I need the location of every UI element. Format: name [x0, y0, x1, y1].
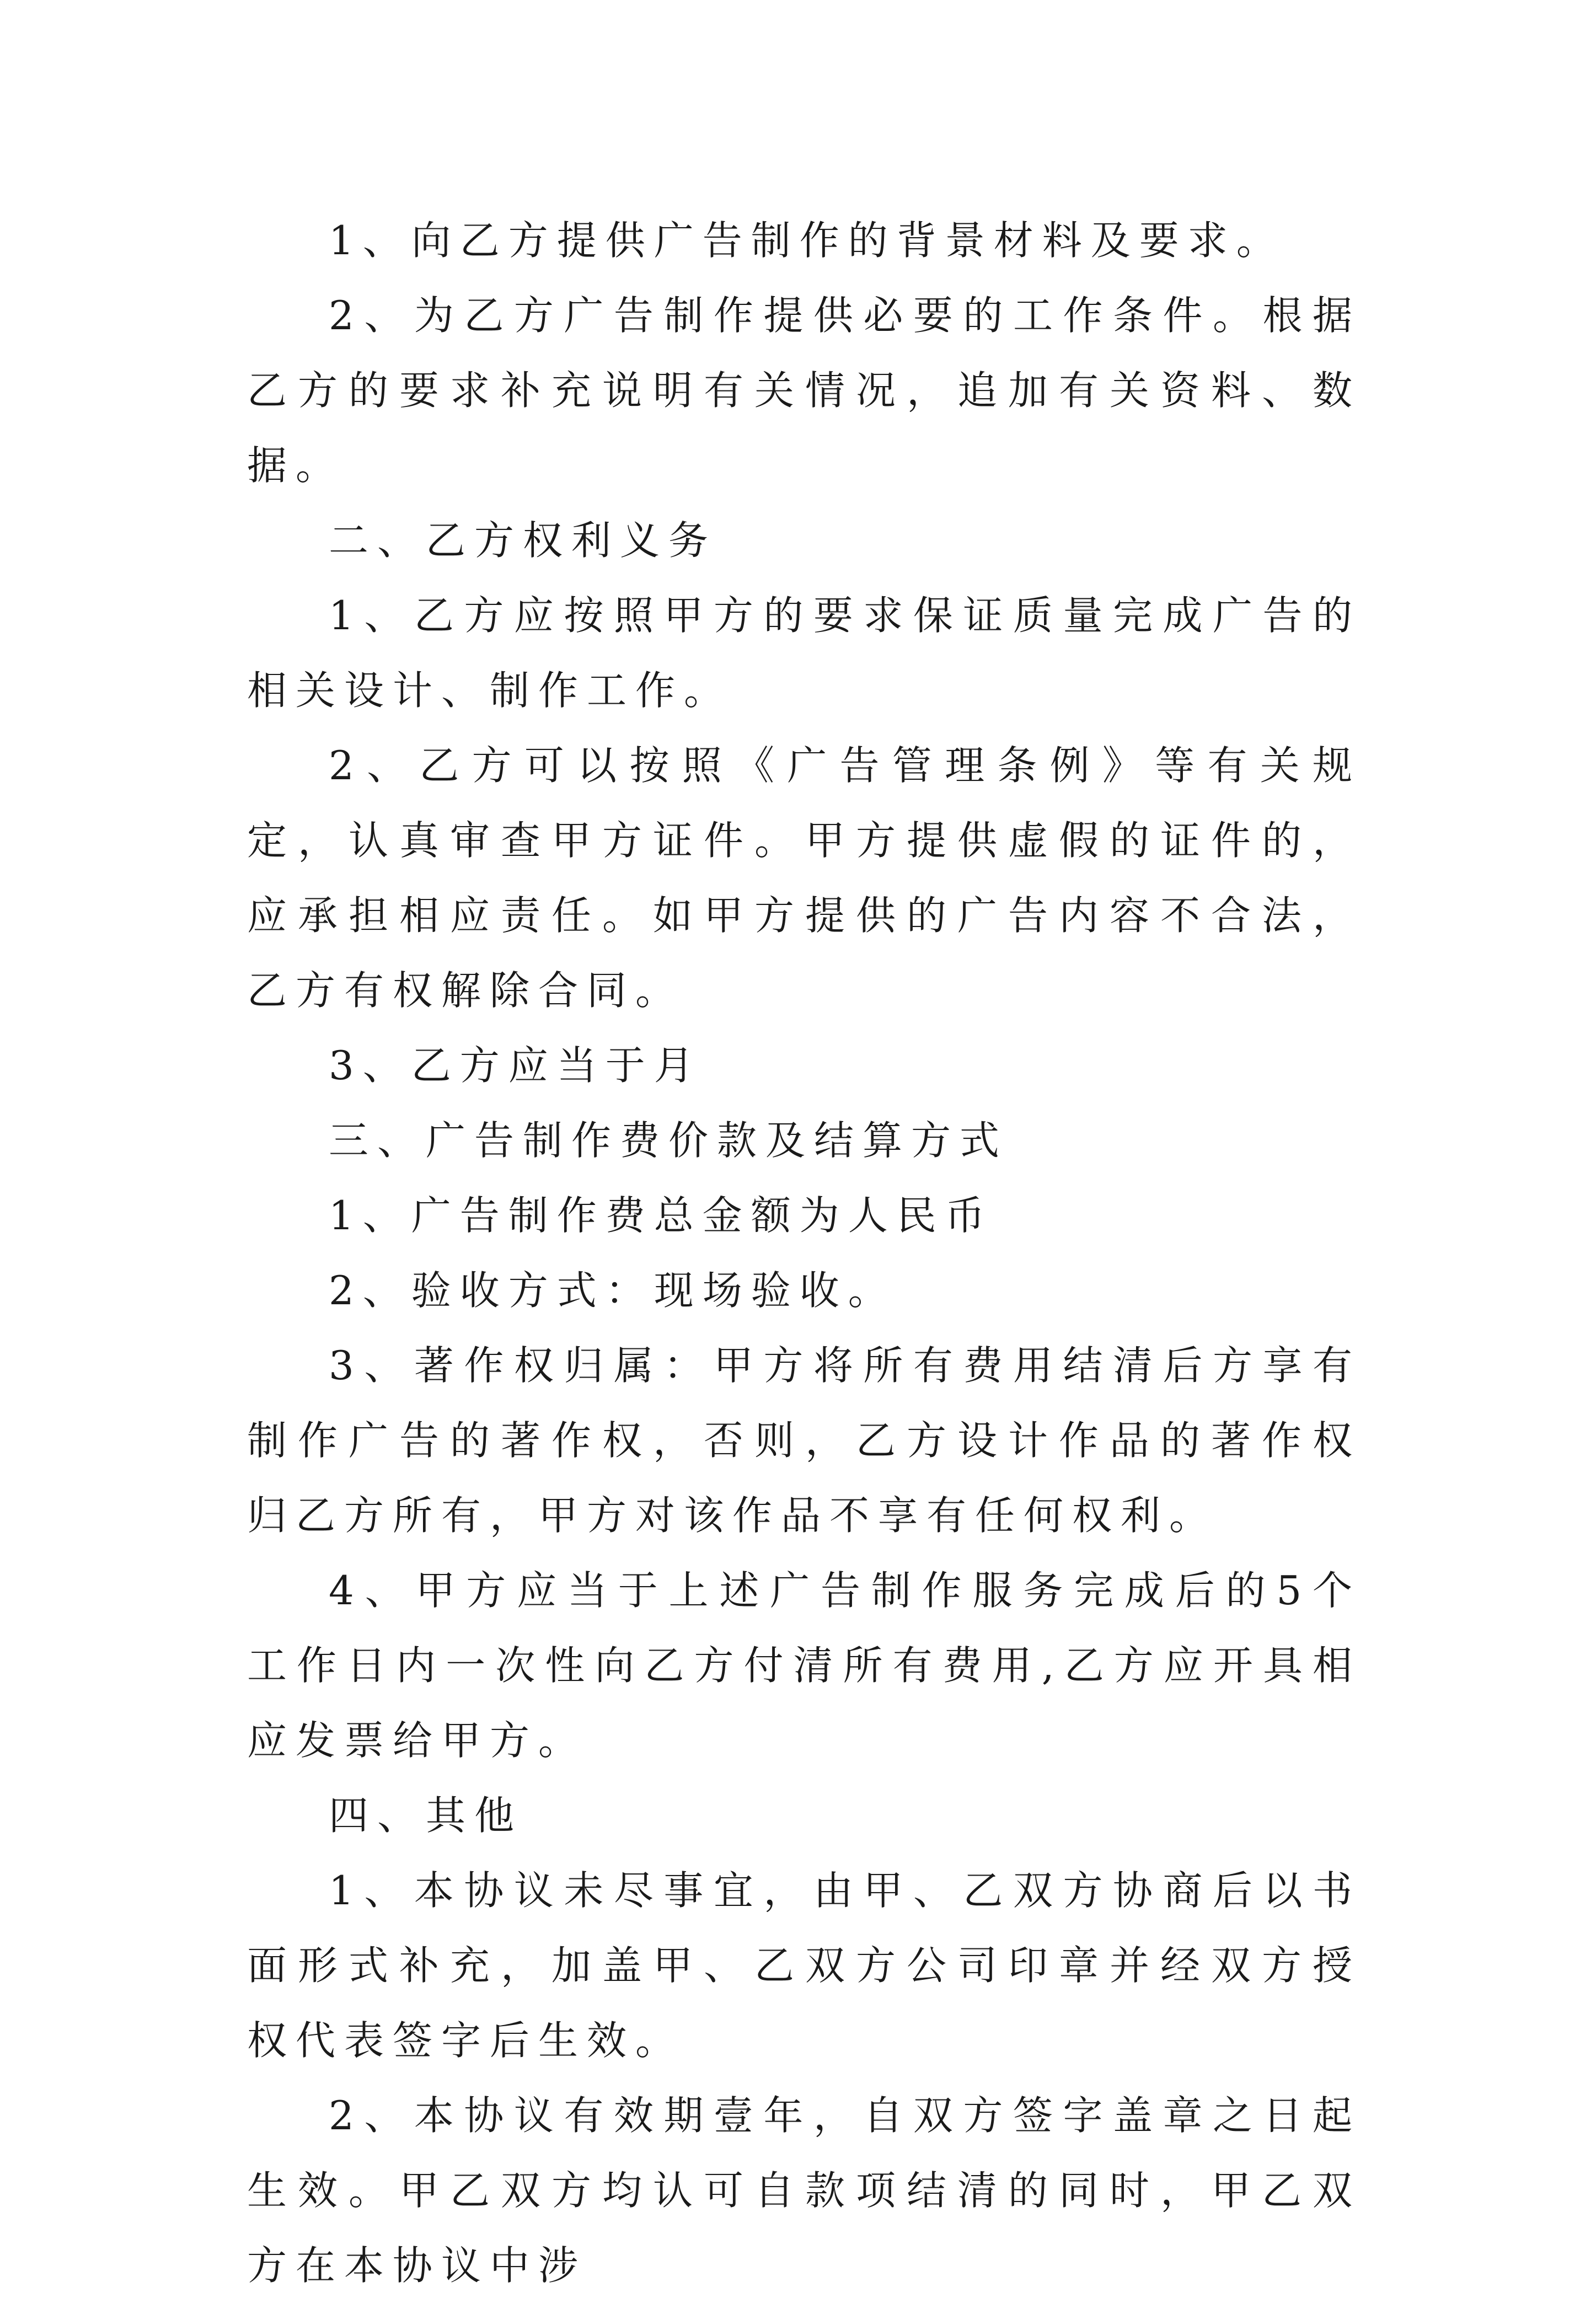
section-heading-party-b-rights: 二、乙方权利义务	[329, 517, 717, 564]
paragraph-provide-materials: 1、向乙方提供广告制作的背景材料及要求。	[329, 217, 1285, 264]
paragraph-party-b-deadline: 3、乙方应当于月	[329, 1042, 703, 1089]
paragraph-payment-terms: 4、甲方应当于上述广告制作服务完成后的5个工作日内一次性向乙方付清所有费用,乙方应开具相应发票给甲方。	[247, 1567, 1361, 1764]
paragraph-work-conditions: 2、为乙方广告制作提供必要的工作条件。根据乙方的要求补充说明有关情况，追加有关资料、数据。	[247, 292, 1361, 489]
section-heading-fees-settlement: 三、广告制作费价款及结算方式	[329, 1117, 1009, 1164]
paragraph-quality-design: 1、乙方应按照甲方的要求保证质量完成广告的相关设计、制作工作。	[247, 592, 1361, 714]
paragraph-acceptance-method: 2、验收方式：现场验收。	[329, 1267, 897, 1314]
paragraph-validity: 2、本协议有效期壹年，自双方签字盖章之日起生效。甲乙双方均认可自款项结清的同时，甲乙双方在本协议中涉	[247, 2092, 1361, 2289]
paragraph-review-certificates: 2、乙方可以按照《广告管理条例》等有关规定，认真审查甲方证件。甲方提供虚假的证件的，应承担相应责任。如甲方提供的广告内容不合法，乙方有权解除合同。	[247, 742, 1361, 1014]
section-heading-other: 四、其他	[329, 1792, 523, 1839]
paragraph-total-amount: 1、广告制作费总金额为人民币	[329, 1192, 994, 1239]
paragraph-supplement: 1、本协议未尽事宜，由甲、乙双方协商后以书面形式补充，加盖甲、乙双方公司印章并经双方授权代表签字后生效。	[247, 1867, 1361, 2064]
paragraph-copyright: 3、著作权归属：甲方将所有费用结清后方享有制作广告的著作权，否则，乙方设计作品的著作权归乙方所有，甲方对该作品不享有任何权利。	[247, 1342, 1361, 1539]
document-body	[247, 203, 1361, 2303]
